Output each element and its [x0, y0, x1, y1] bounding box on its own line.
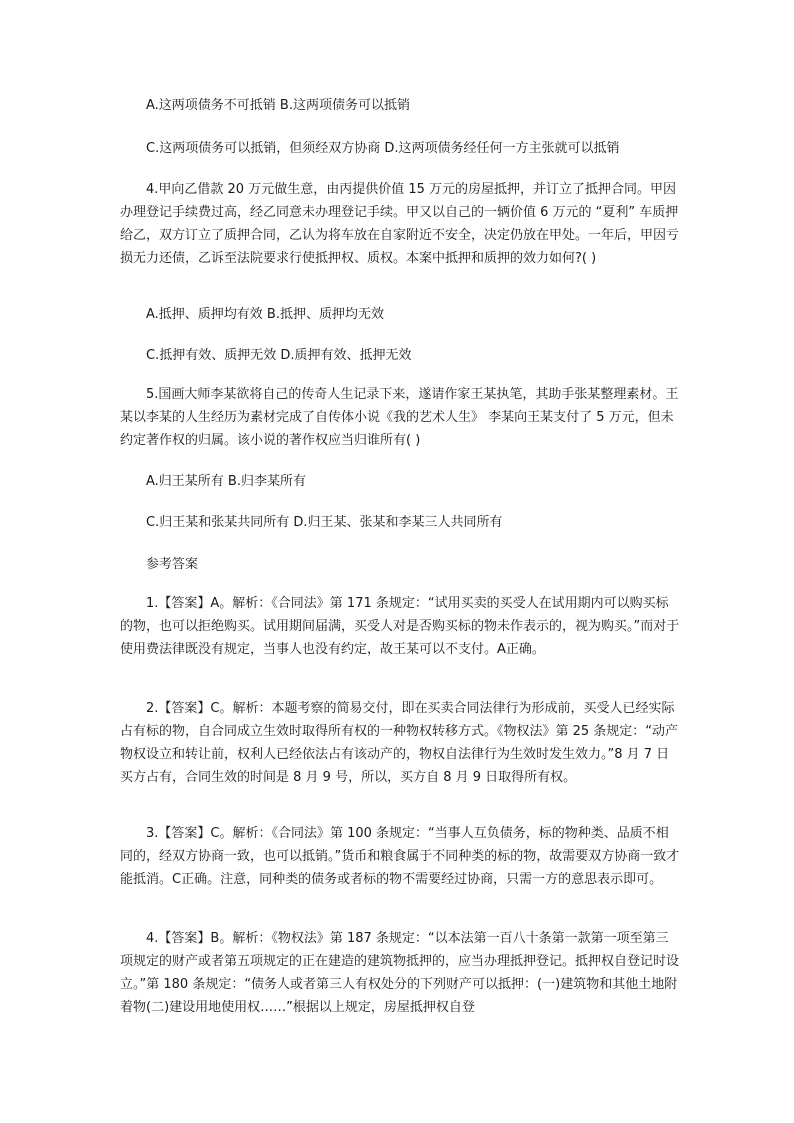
q4-options-ab: A.抵押、质押均有效 B.抵押、质押均无效	[146, 307, 384, 322]
q3-options-cd: C.这两项债务可以抵销，但须经双方协商 D.这两项债务经任何一方主张就可以抵销	[146, 141, 620, 156]
q4-stem: 4.甲向乙借款 20 万元做生意，由丙提供价值 15 万元的房屋抵押，并订立了抵押合同。甲因办理登记手续费过高，经乙同意未办理登记手续。甲又以自己的一辆价值 6 万元的 “夏利” 车质押给乙，双方订立了质押合同，乙认为将车放在自家附近不安全，决定仍放在甲处。一年后，甲因亏损无力还债，乙诉至法院要求行使抵押权、质权。本案中抵押和质押的效力如何?( )	[120, 182, 680, 266]
answer-1: 1.【答案】A。解析：《合同法》第 171 条规定：“试用买卖的买受人在试用期内可以购买标的物，也可以拒绝购买。试用期间届满，买受人对是否购买标的物未作表示的，视为购买。”而对于使用费法律既没有规定，当事人也没有约定，故王某可以不支付。A正确。	[120, 596, 680, 657]
q5-options-cd: C.归王某和张某共同所有 D.归王某、张某和李某三人共同所有	[146, 515, 503, 530]
q4-options-cd: C.抵押有效、质押无效 D.质押有效、抵押无效	[146, 348, 412, 363]
q3-options-ab: A.这两项债务不可抵销 B.这两项债务可以抵销	[146, 98, 410, 113]
q5-options-ab: A.归王某所有 B.归李某所有	[146, 474, 306, 489]
answer-2: 2.【答案】C。解析：本题考察的简易交付，即在买卖合同法律行为形成前，买受人已经实际占有标的物，自合同成立生效时取得所有权的一种物权转移方式。《物权法》第 25 条规定：“动产物权设立和转让前，权利人已经依法占有该动产的，物权自法律行为生效时发生效力。”8 月 7 日买方占有，合同生效的时间是 8 月 9 号，所以，买方自 8 月 9 日取得所有权。	[120, 701, 679, 785]
q5-stem: 5.国画大师李某欲将自己的传奇人生记录下来，遂请作家王某执笔，其助手张某整理素材。王某以李某的人生经历为素材完成了自传体小说《我的艺术人生》 李某向王某支付了 5 万元，但未约定著作权的归属。该小说的著作权应当归谁所有( )	[120, 387, 679, 448]
answer-4: 4.【答案】B。解析：《物权法》第 187 条规定：“以本法第一百八十条第一款第一项至第三项规定的财产或者第五项规定的正在建造的建筑物抵押的，应当办理抵押登记。抵押权自登记时设立。”第 180 条规定：“债务人或者第三人有权处分的下列财产可以抵押：(一)建筑物和其他土地附着物(二)建设用地使用权……”根据以上规定，房屋抵押权自登	[120, 931, 680, 1015]
answers-heading: 参考答案	[146, 557, 199, 572]
answer-3: 3.【答案】C。解析：《合同法》第 100 条规定：“当事人互负债务，标的物种类、品质不相同的，经双方协商一致，也可以抵销。”货币和粮食属于不同种类的标的物，故需要双方协商一致才能抵消。C正确。注意，同种类的债务或者标的物不需要经过协商，只需一方的意思表示即可。	[120, 826, 680, 887]
